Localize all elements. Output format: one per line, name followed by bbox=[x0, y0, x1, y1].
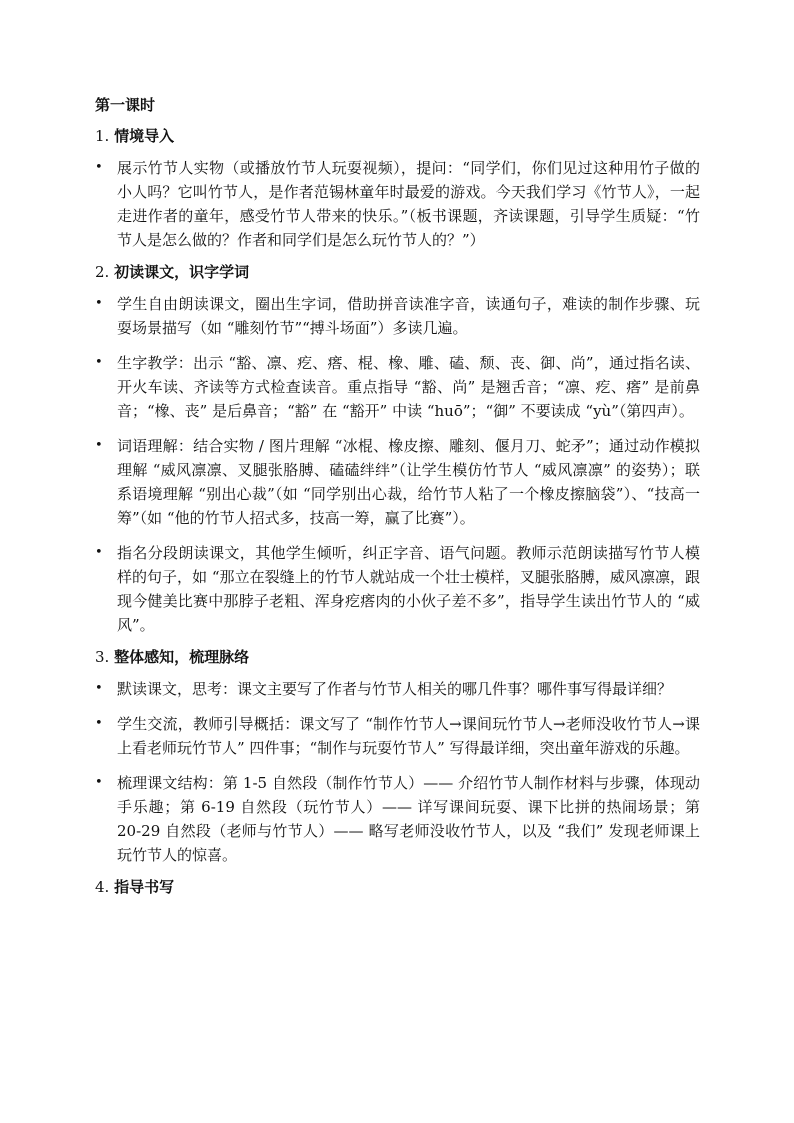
list-item-text: 词语理解：结合实物 / 图片理解 “冰棍、橡皮擦、雕刻、偃月刀、蛇矛”；通过动作模拟理解 “威风凛凛、叉腿张胳膊、磕磕绊绊”（让学生模仿竹节人 “威风凛凛” 的姿势）；联系语境理解 “别出心裁”（如 “同学别出心裁，给竹节人粘了一个橡皮擦脑袋”）、“技高一筹”（如 “他的竹节人招式多，技高一筹，赢了比赛”）。 bbox=[117, 437, 700, 527]
list-item bbox=[95, 292, 700, 340]
list-item bbox=[95, 434, 700, 530]
list-item bbox=[95, 771, 700, 867]
section-number: 3. bbox=[95, 648, 110, 666]
list-item bbox=[95, 351, 700, 423]
bullet-icon: • bbox=[95, 716, 103, 731]
section-number: 4. bbox=[95, 878, 110, 896]
section-number: 2. bbox=[95, 263, 110, 281]
list-item-text: 展示竹节人实物（或播放竹节人玩耍视频），提问：“同学们，你们见过这种用竹子做的小人吗？它叫竹节人，是作者范锡林童年时最爱的游戏。今天我们学习《竹节人》，一起走进作者的童年，感受竹节人带来的快乐。”（板书课题，齐读课题，引导学生质疑：“竹节人是怎么做的？作者和同学们是怎么玩竹节人的？”） bbox=[117, 159, 700, 249]
list-item bbox=[95, 541, 700, 637]
bullet-icon: • bbox=[95, 681, 103, 696]
section-2-list bbox=[95, 292, 700, 637]
section-heading-1 bbox=[95, 125, 700, 147]
lesson-title: 第一课时 bbox=[95, 96, 156, 114]
list-item-text: 学生交流，教师引导概括：课文写了 “制作竹节人→课间玩竹节人→老师没收竹节人→课上看老师玩竹节人” 四件事；“制作与玩耍竹节人” 写得最详细，突出童年游戏的乐趣。 bbox=[117, 715, 700, 757]
bullet-icon: • bbox=[95, 296, 103, 311]
list-item-text: 指名分段朗读课文，其他学生倾听，纠正字音、语气问题。教师示范朗读描写竹节人模样的句子，如 “那立在裂缝上的竹节人就站成一个壮士模样，叉腿张胳膊，威风凛凛，跟现今健美比赛中那脖子老粗、浑身疙瘩肉的小伙子差不多”，指导学生读出竹节人的 “威风”。 bbox=[117, 544, 700, 634]
section-number: 1. bbox=[95, 127, 110, 145]
bullet-icon: • bbox=[95, 438, 103, 453]
section-1-list bbox=[95, 156, 700, 252]
section-heading-2 bbox=[95, 261, 700, 283]
document-page bbox=[95, 94, 700, 907]
bullet-icon: • bbox=[95, 545, 103, 560]
section-title: 整体感知，梳理脉络 bbox=[114, 648, 250, 666]
list-item-text: 默读课文，思考：课文主要写了作者与竹节人相关的哪几件事？哪件事写得最详细？ bbox=[117, 680, 673, 698]
list-item-text: 梳理课文结构：第 1-5 自然段（制作竹节人）—— 介绍竹节人制作材料与步骤，体现动手乐趣；第 6-19 自然段（玩竹节人）—— 详写课间玩耍、课下比拼的热闹场景；第 20-29 自然段（老师与竹节人）—— 略写老师没收竹节人，以及 “我们” 发现老师课上玩竹节人的惊喜。 bbox=[117, 774, 700, 864]
section-title: 情境导入 bbox=[114, 127, 175, 145]
section-title: 初读课文，识字学词 bbox=[114, 263, 250, 281]
section-heading-4 bbox=[95, 876, 700, 898]
bullet-icon: • bbox=[95, 355, 103, 370]
bullet-icon: • bbox=[95, 160, 103, 175]
list-item bbox=[95, 156, 700, 252]
list-item bbox=[95, 677, 700, 701]
section-heading-3 bbox=[95, 646, 700, 668]
list-item bbox=[95, 712, 700, 760]
bullet-icon: • bbox=[95, 775, 103, 790]
section-3-list bbox=[95, 677, 700, 867]
list-item-text: 学生自由朗读课文，圈出生字词，借助拼音读准字音，读通句子，难读的制作步骤、玩耍场景描写（如 “雕刻竹节”“搏斗场面”）多读几遍。 bbox=[117, 295, 700, 337]
list-item-text: 生字教学：出示 “豁、凛、疙、瘩、棍、橡、雕、磕、颓、丧、御、尚”，通过指名读、开火车读、齐读等方式检查读音。重点指导 “豁、尚” 是翘舌音；“凛、疙、瘩” 是前鼻音；“橡、丧” 是后鼻音；“豁” 在 “豁开” 中读 “huō”；“御” 不要读成 “yù”（第四声）。 bbox=[117, 354, 700, 420]
section-title: 指导书写 bbox=[114, 878, 175, 896]
